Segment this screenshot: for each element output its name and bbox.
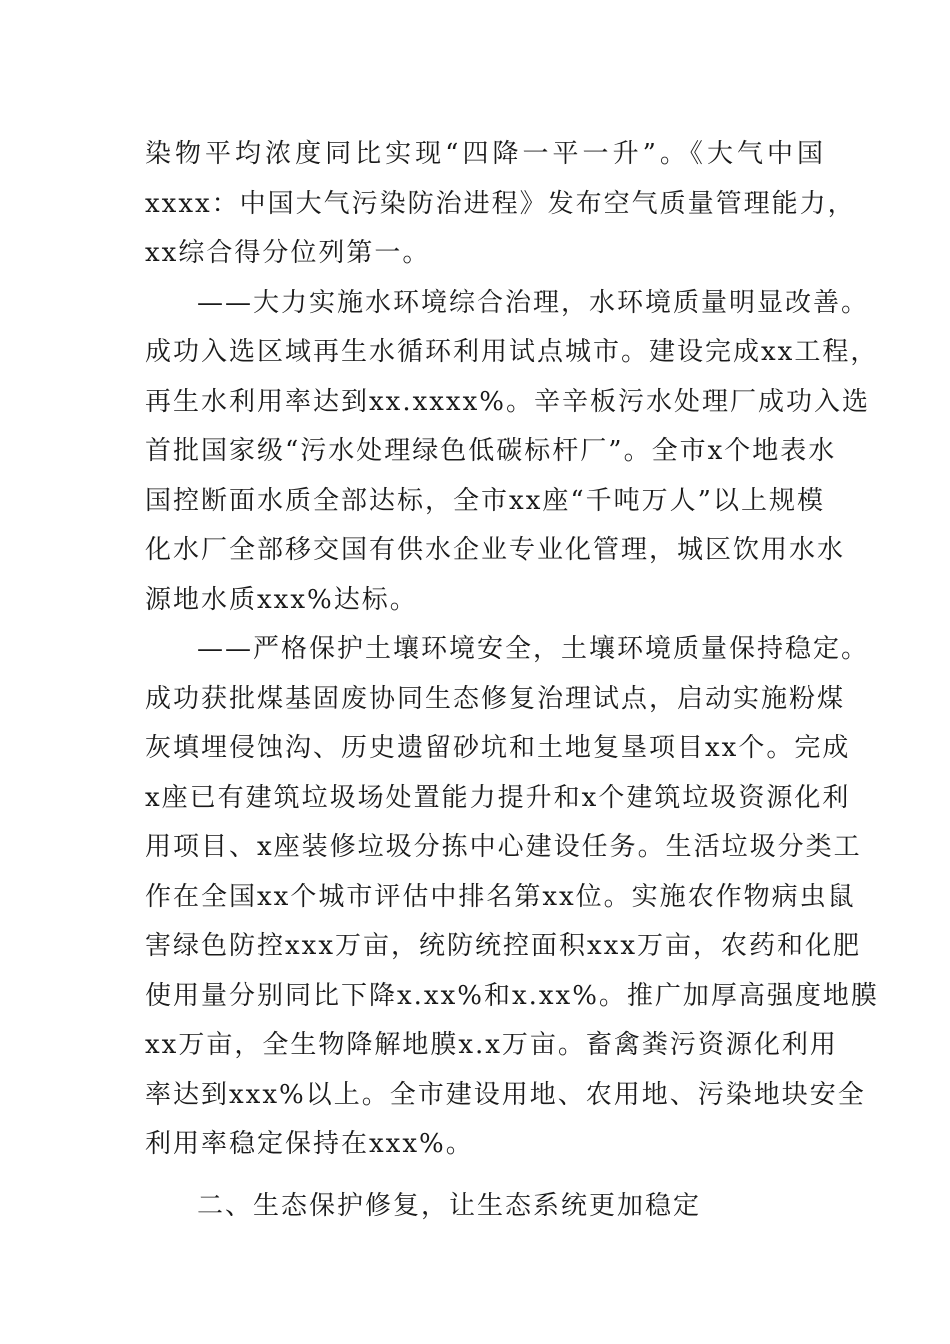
text-line: 源地水质xxx%达标。 [145, 584, 418, 615]
text-line: 作在全国xx个城市评估中排名第xx位。实施农作物病虫鼠 [145, 881, 856, 912]
text-line: x座已有建筑垃圾场处置能力提升和x个建筑垃圾资源化利 [145, 782, 851, 813]
document-body [145, 130, 879, 1231]
text-line: 国控断面水质全部达标，全市xx座“千吨万人”以上规模 [145, 485, 825, 516]
text-line: 成功入选区域再生水循环利用试点城市。建设完成xx工程， [145, 337, 879, 367]
text-line: 害绿色防控xxx万亩，统防统控面积xxx万亩，农药和化肥 [145, 931, 861, 961]
text-line: xxxx：中国大气污染防治进程》发布空气质量管理能力， [145, 188, 856, 219]
text-line: 染物平均浓度同比实现“四降一平一升”。《大气中国 [145, 139, 825, 169]
text-line: xx综合得分位列第一。 [145, 238, 431, 268]
text-line: 使用量分别同比下降x.xx%和x.xx%。推广加厚高强度地膜 [145, 980, 879, 1011]
text-line: 首批国家级“污水处理绿色低碳标杆厂”。全市x个地表水 [145, 436, 837, 466]
section-heading: 二、生态保护修复，让生态系统更加稳定 [197, 1190, 702, 1221]
text-line: 成功获批煤基固废协同生态修复治理试点，启动实施粉煤 [145, 683, 846, 714]
paragraph-lead-line: ——严格保护土壤环境安全，土壤环境质量保持稳定。 [197, 634, 870, 664]
text-line: 化水厂全部移交国有供水企业专业化管理，城区饮用水水 [145, 535, 846, 565]
text-line: 再生水利用率达到xx.xxxx%。辛辛板污水处理厂成功入选 [145, 386, 870, 417]
text-line: 用项目、x座装修垃圾分拣中心建设任务。生活垃圾分类工 [145, 832, 862, 862]
text-line: 率达到xxx%以上。全市建设用地、农用地、污染地块安全 [145, 1079, 866, 1110]
paragraph-lead-line: ——大力实施水环境综合治理，水环境质量明显改善。 [197, 287, 870, 318]
text-line: xx万亩，全生物降解地膜x.x万亩。畜禽粪污资源化利用 [145, 1030, 838, 1060]
text-line: 利用率稳定保持在xxx%。 [145, 1129, 474, 1159]
text-line: 灰填埋侵蚀沟、历史遗留砂坑和土地复垦项目xx个。完成 [145, 733, 851, 763]
